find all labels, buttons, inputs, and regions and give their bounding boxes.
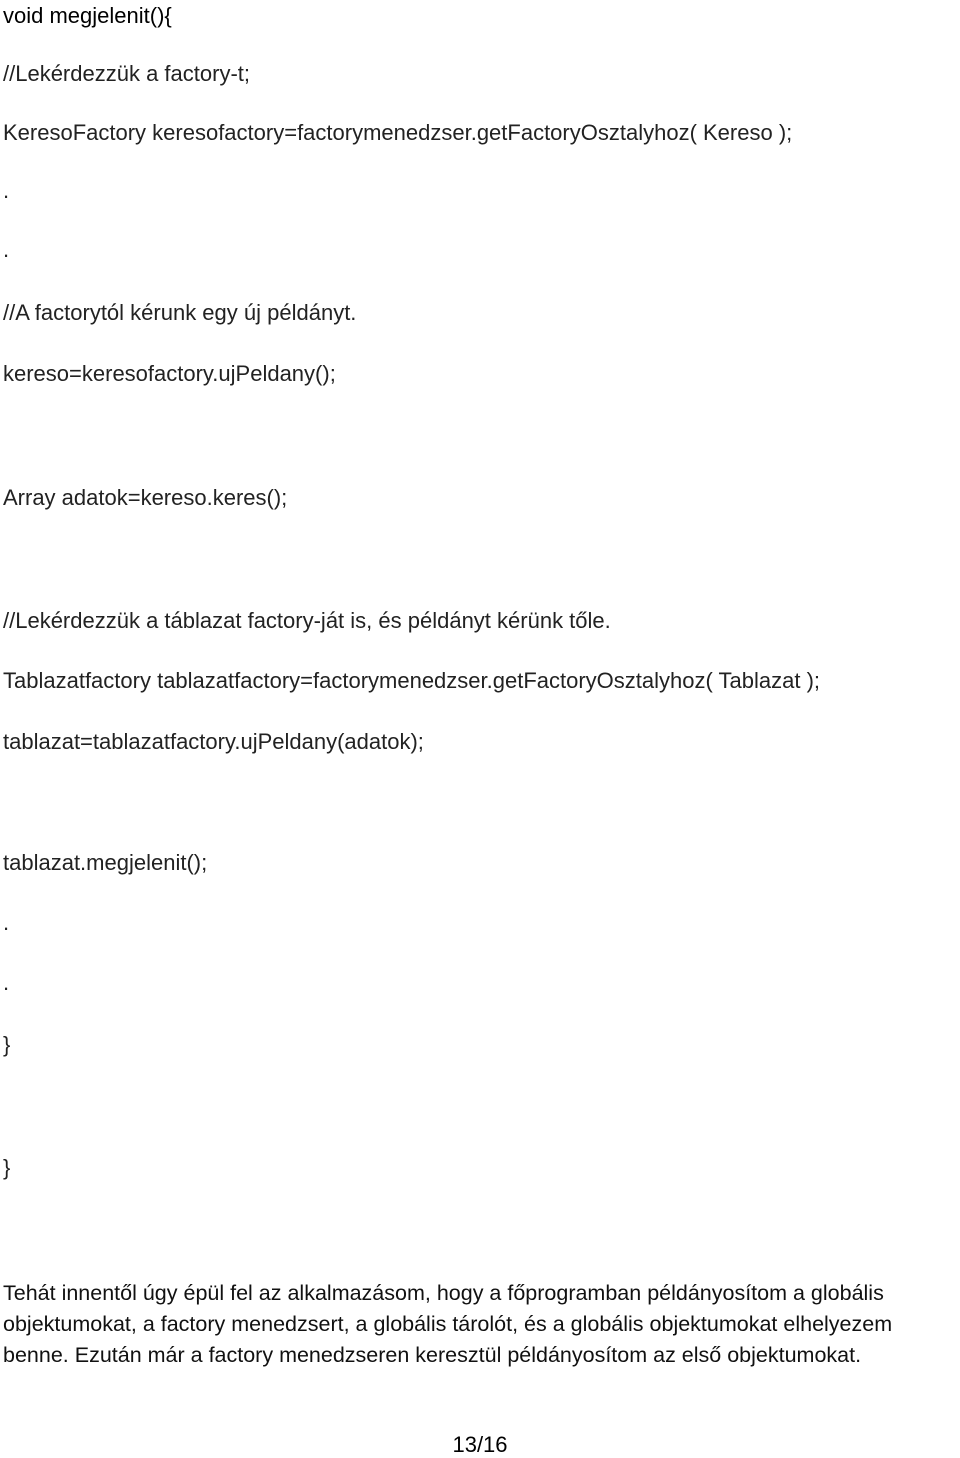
code-line: kereso=keresofactory.ujPeldany(); xyxy=(3,361,336,386)
page-number: 13/16 xyxy=(452,1432,508,1457)
code-line: . xyxy=(3,178,10,203)
code-line: . xyxy=(3,910,10,935)
code-line: //Lekérdezzük a táblazat factory-ját is, és példányt kérünk tőle. xyxy=(3,608,611,633)
code-line: } xyxy=(3,1155,11,1180)
paragraph-line: objektumokat, a factory menedzsert, a globális tárolót, és a globális objektumokat elhelyezem xyxy=(3,1312,893,1336)
paragraph-line: Tehát innentől úgy épül fel az alkalmazásom, hogy a főprogramban példányosítom a globális xyxy=(3,1281,884,1305)
body-paragraph xyxy=(3,1278,958,1371)
code-line: void megjelenit(){ xyxy=(3,3,172,28)
code-line: tablazat=tablazatfactory.ujPeldany(adatok); xyxy=(3,729,424,754)
code-line: Tablazatfactory tablazatfactory=factorymenedzser.getFactoryOsztalyhoz( Tablazat ); xyxy=(3,668,821,693)
code-line: //Lekérdezzük a factory-t; xyxy=(3,61,250,86)
code-line: . xyxy=(3,237,10,262)
code-line: } xyxy=(3,1032,11,1057)
code-line: KeresoFactory keresofactory=factorymenedzser.getFactoryOsztalyhoz( Kereso ); xyxy=(3,120,793,145)
code-line: //A factorytól kérunk egy új példányt. xyxy=(3,300,357,325)
code-line: . xyxy=(3,970,10,995)
code-line: tablazat.megjelenit(); xyxy=(3,850,208,875)
code-line: Array adatok=kereso.keres(); xyxy=(3,485,288,510)
paragraph-line: benne. Ezután már a factory menedzseren keresztül példányosítom az első objektumokat. xyxy=(3,1343,862,1367)
